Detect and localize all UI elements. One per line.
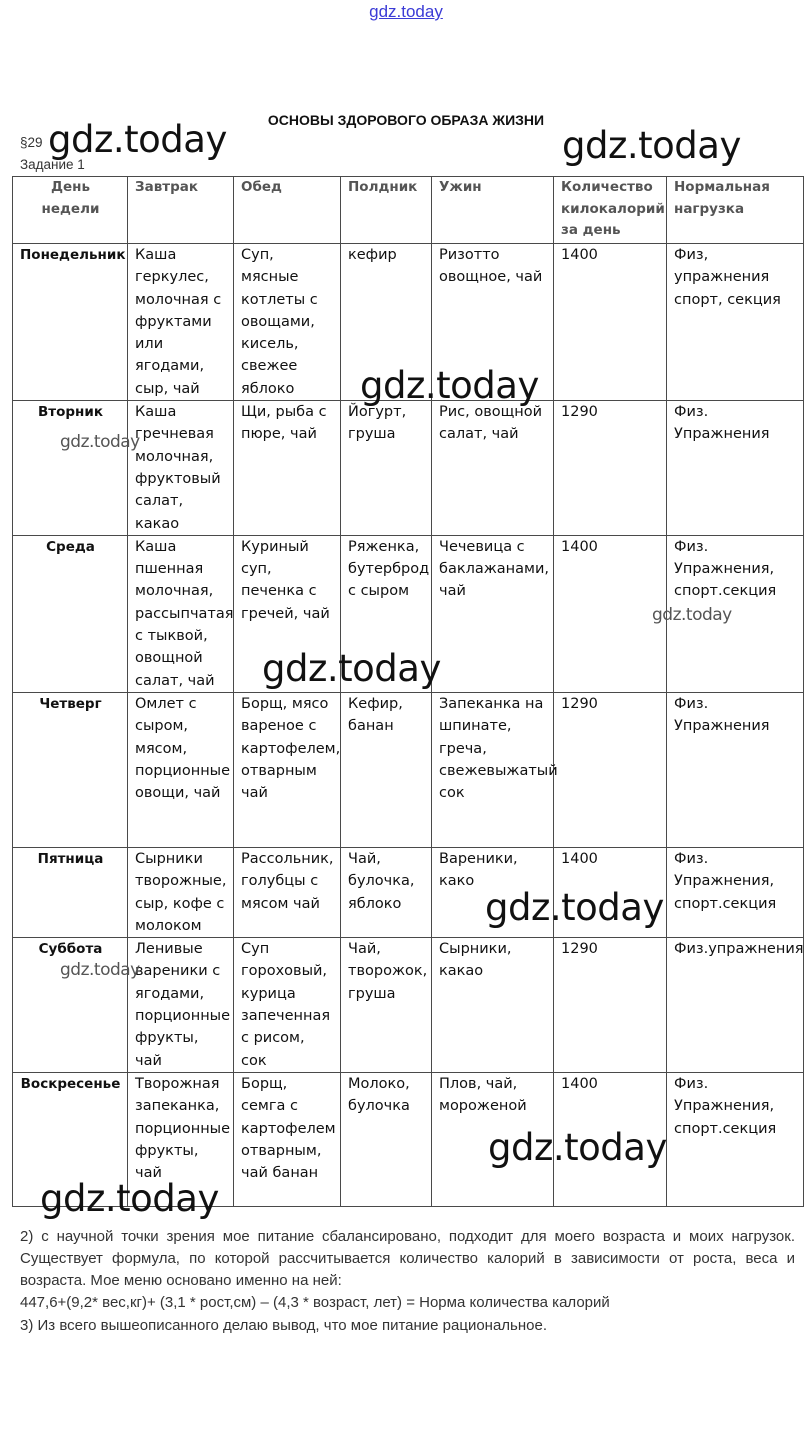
watermark: gdz.today xyxy=(562,124,741,167)
cell-snack: Молоко, булочка xyxy=(341,1072,432,1206)
cell-dinner: Плов, чай, мороженой xyxy=(432,1072,554,1206)
cell-dinner: Вареники, како xyxy=(432,847,554,937)
cell-kcal: 1290 xyxy=(554,692,667,847)
cell-dinner: Запеканка на шпинате, греча, свежевыжатый сок xyxy=(432,692,554,847)
table-row xyxy=(13,401,804,536)
cell-dinner: Ризотто овощное, чай xyxy=(432,244,554,401)
cell-snack: Ряженка, бутерброд с сыром xyxy=(341,535,432,692)
table-row xyxy=(13,692,804,847)
cell-kcal: 1400 xyxy=(554,535,667,692)
cell-breakfast: Омлет с сыром, мясом, порционные овощи, чай xyxy=(128,692,234,847)
watermark: gdz.today xyxy=(485,886,664,929)
cell-day: Четверг xyxy=(13,692,128,847)
cell-load: Физ.упражнения xyxy=(667,938,804,1073)
header-snack: Полдник xyxy=(341,177,432,244)
cell-kcal: 1290 xyxy=(554,401,667,536)
cell-load: Физ. Упражнения, спорт.секция xyxy=(667,535,804,692)
header-load: Нормальная нагрузка xyxy=(667,177,804,244)
document-title: ОСНОВЫ ЗДОРОВОГО ОБРАЗА ЖИЗНИ xyxy=(267,112,545,128)
cell-kcal: 1400 xyxy=(554,1072,667,1206)
cell-day: Вторник xyxy=(13,401,128,536)
cell-kcal: 1290 xyxy=(554,938,667,1073)
cell-kcal: 1400 xyxy=(554,244,667,401)
cell-dinner: Сырники, какао xyxy=(432,938,554,1073)
watermark: gdz.today xyxy=(60,432,140,452)
watermark: gdz.today xyxy=(262,647,441,690)
cell-breakfast: Творожная запеканка, порционные фрукты, чай xyxy=(128,1072,234,1206)
header-dinner: Ужин xyxy=(432,177,554,244)
watermark: gdz.today xyxy=(652,605,732,625)
task-label: Задание 1 xyxy=(20,157,85,172)
cell-kcal: 1400 xyxy=(554,847,667,937)
cell-load: Физ. Упражнения, спорт.секция xyxy=(667,1072,804,1206)
cell-dinner: Рис, овощной салат, чай xyxy=(432,401,554,536)
watermark: gdz.today xyxy=(60,960,140,980)
conclusion-2: 2) с научной точки зрения мое питание сбалансировано, подходит для моего возраста и моих нагрузок. Существует формула, по которой рассчитывается количество калорий в зависимости от роста, веса и возраста. Мое меню основано именно на ней: xyxy=(20,1228,795,1289)
paragraph-number: §29 xyxy=(20,135,43,150)
cell-dinner: Чечевица с баклажанами, чай xyxy=(432,535,554,692)
cell-lunch: Суп, мясные котлеты с овощами, кисель, свежее яблоко xyxy=(234,244,341,401)
cell-load: Физ. Упражнения xyxy=(667,401,804,536)
watermark: gdz.today xyxy=(360,364,539,407)
diet-table xyxy=(12,176,804,1207)
cell-snack: Кефир, банан xyxy=(341,692,432,847)
cell-load: Физ. Упражнения xyxy=(667,692,804,847)
cell-lunch: Рассольник, голубцы с мясом чай xyxy=(234,847,341,937)
cell-load: Физ. Упражнения, спорт.секция xyxy=(667,847,804,937)
cell-snack: Чай, творожок, груша xyxy=(341,938,432,1073)
cell-day: Среда xyxy=(13,535,128,692)
cell-day: Понедельник xyxy=(13,244,128,401)
cell-lunch: Куриный суп, печенка с гречей, чай xyxy=(234,535,341,692)
cell-breakfast: Каша геркулес, молочная с фруктами или ягодами, сыр, чай xyxy=(128,244,234,401)
header-breakfast: Завтрак xyxy=(128,177,234,244)
header-lunch: Обед xyxy=(234,177,341,244)
cell-snack: Йогурт, груша xyxy=(341,401,432,536)
table-header-row xyxy=(13,177,804,244)
cell-lunch: Суп гороховый, курица запеченная с рисом, сок xyxy=(234,938,341,1073)
cell-day: Воскресенье xyxy=(13,1072,128,1206)
cell-lunch: Борщ, семга с картофелем отварным, чай банан xyxy=(234,1072,341,1206)
cell-lunch: Щи, рыба с пюре, чай xyxy=(234,401,341,536)
watermark: gdz.today xyxy=(48,118,227,161)
cell-day: Суббота xyxy=(13,938,128,1073)
site-link[interactable]: gdz.today xyxy=(369,2,443,21)
header-kcal: Количество килокалорий за день xyxy=(554,177,667,244)
table-row xyxy=(13,847,804,937)
cell-snack: Чай, булочка, яблоко xyxy=(341,847,432,937)
cell-day: Пятница xyxy=(13,847,128,937)
formula: 447,6+(9,2* вес,кг)+ (3,1 * рост,см) – (4,3 * возраст, лет) = Норма количества калорий xyxy=(20,1294,610,1311)
cell-breakfast: Каша пшенная молочная, рассыпчатая с тыквой, овощной салат, чай xyxy=(128,535,234,692)
watermark: gdz.today xyxy=(488,1126,667,1169)
header-day: День недели xyxy=(13,177,128,244)
cell-breakfast: Каша гречневая молочная, фруктовый салат, какао xyxy=(128,401,234,536)
cell-snack: кефир xyxy=(341,244,432,401)
cell-load: Физ, упражнения спорт, секция xyxy=(667,244,804,401)
cell-lunch: Борщ, мясо вареное с картофелем, отварным чай xyxy=(234,692,341,847)
cell-breakfast: Ленивые вареники с ягодами, порционные фрукты, чай xyxy=(128,938,234,1073)
watermark: gdz.today xyxy=(40,1177,219,1220)
conclusion-3: 3) Из всего вышеописанного делаю вывод, что мое питание рациональное. xyxy=(20,1317,547,1334)
cell-breakfast: Сырники творожные, сыр, кофе с молоком xyxy=(128,847,234,937)
table-row xyxy=(13,938,804,1073)
